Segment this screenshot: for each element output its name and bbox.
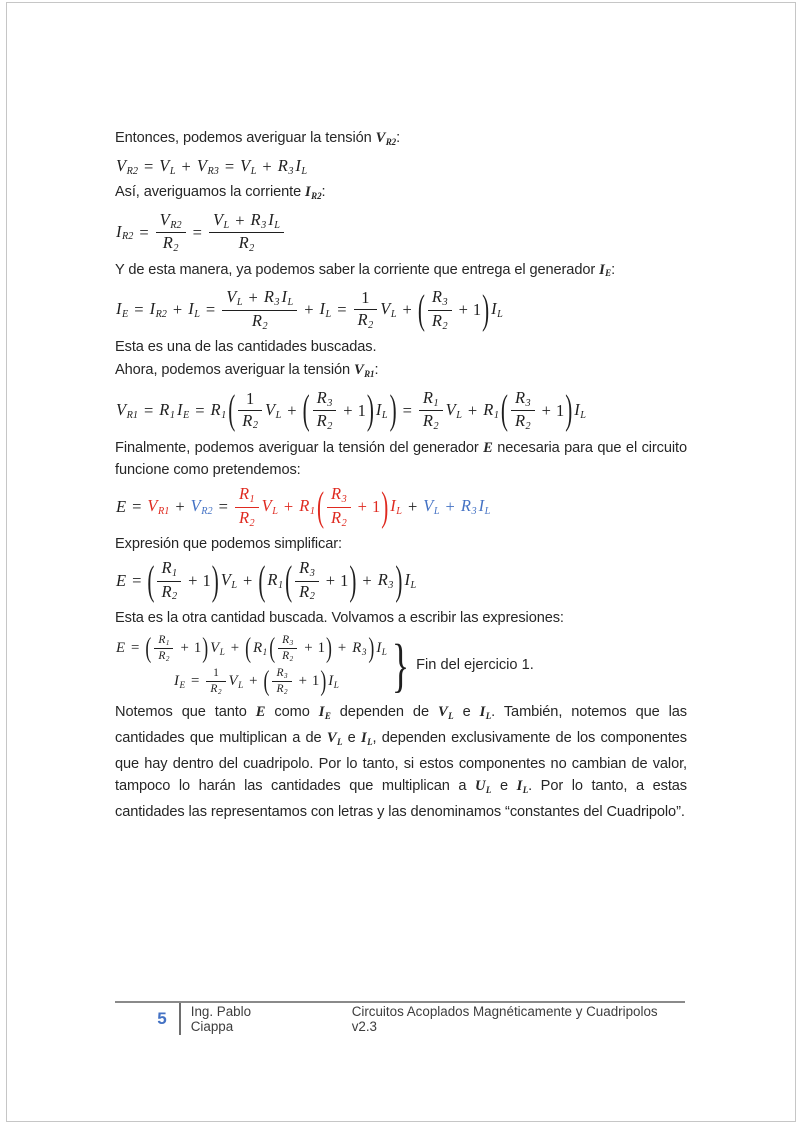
equation: IE = IR2 + IL = VL + R3 IL R2 + IL = $\frac{1}{R2}$ VL + ( R3 R2 + 1 ) IL [116,285,503,333]
paragraph: Esta es la otra cantidad buscada. Volvamos a escribir las expresiones: [115,609,564,626]
equation-system-lines [115,632,388,698]
paragraph: Así, averiguamos la corriente IR2: [115,184,326,201]
paragraph: Notemos que tanto E como IE dependen de VL e IL. También, notemos que las cantidades que multiplican a de VL e IL, dependen exclusivamente de los componentes que hay dentro del cuadripolo. Por lo tanto, si estos componentes no cambian de valor, tampoco lo harán las cantidades que multiplican a UL e IL. Por lo tanto, a estas cantidades las representamos con letras y las denominamos “constantes del Cuadripolo”. [115,704,688,821]
equation: VR2 = VL + VR3 = VL + R3 IL [116,155,308,177]
document-content [115,126,687,824]
equation: E = ( R1 R2 + 1 ) VL + ( R1 ( R3 R2 + 1 ) + R3 ) IL [116,556,417,604]
paragraph: Y de esta manera, ya podemos saber la corriente que entrega el generador IE: [115,261,616,279]
page-footer [115,1001,685,1035]
paragraph: Finalmente, podemos averiguar la tensión del generador E necesaria para que el circuito funcione como pretendemos: [115,439,687,479]
footer-vertical-divider [179,1003,181,1035]
footer-doc-title: Circuitos Acoplados Magnéticamente y Cuadripolos v2.3 [351,1004,658,1034]
page-number: 5 [157,1009,167,1028]
paragraph: Esta es una de las cantidades buscadas. [115,339,377,356]
equation: E = VR1 + VR2 = $\frac{R1}{R2}$ VL + R1 ( R3 R2 + 1 ) IL + VL + R3 IL [116,482,491,530]
equation: IE = $\frac{1}{R2}$ VL + ( R3 R2 + 1 ) IL [174,664,339,697]
equation: IR2 = $\frac{VR2}{R2}$ = VL + R3 IL R2 [115,211,687,255]
equation: E = ( R1 R2 + 1 ) VL + ( R1 ( R3 R2 + 1 ) + R3 ) IL [116,631,387,664]
equation-system-label: Fin del ejercicio 1. [416,657,534,674]
paragraph: Expresión que podemos simplificar: [115,536,342,553]
equation-system [115,632,687,698]
footer-author: Ing. Pablo Ciappa [190,1004,252,1034]
equation: VR1 = R1 IE = R1 ( 1 R2 VL + ( R3 R2 + 1 ) IL ) = $\frac{R1}{R2}$ VL + R1 ( R3 R2 + 1 ) IL [116,386,586,434]
footer-row [115,1003,685,1035]
paragraph: Ahora, podemos averiguar la tensión VR1: [115,362,379,379]
brace-icon: } [391,632,410,699]
paragraph: Entonces, podemos averiguar la tensión VR2: [115,130,401,147]
